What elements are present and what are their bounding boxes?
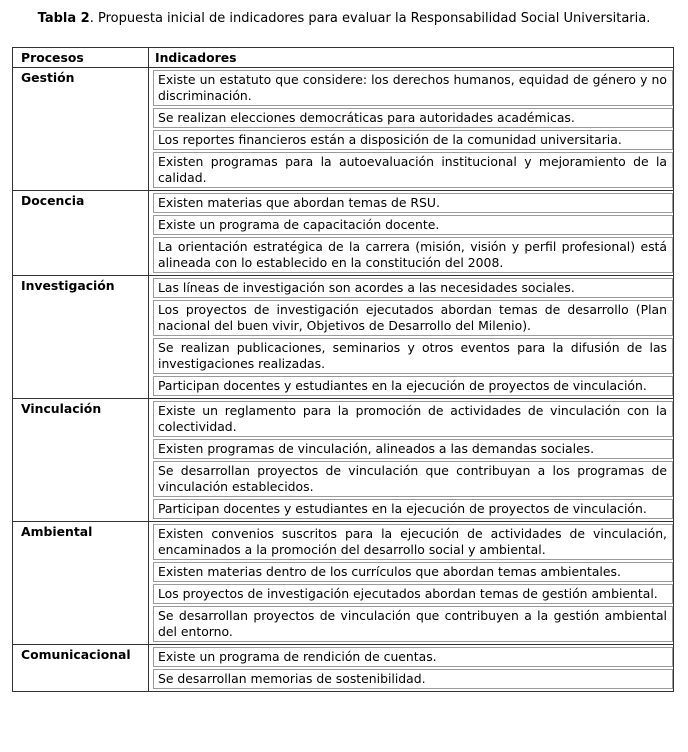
indicator-cell: Los reportes financieros están a disposición de la comunidad universitaria. (153, 130, 673, 150)
indicator-cell: Existen programas de vinculación, alineados a las demandas sociales. (153, 439, 673, 459)
table-caption (0, 10, 688, 28)
group-vinculacion (13, 399, 673, 522)
indicator-cell: Los proyectos de investigación ejecutados abordan temas de desarrollo (Plan nacional del buen vivir, Objetivos de Desarrollo del Milenio). (153, 300, 673, 336)
process-label: Investigación (13, 276, 149, 398)
header-indicadores: Indicadores (155, 50, 237, 65)
indicator-cell: Existe un reglamento para la promoción de actividades de vinculación con la colectividad. (153, 401, 673, 437)
group-gestion (13, 68, 673, 191)
indicator-cell: Se desarrollan proyectos de vinculación que contribuyen a la gestión ambiental del entorno. (153, 606, 673, 642)
process-label: Vinculación (13, 399, 149, 521)
indicator-cell: Las líneas de investigación son acordes a las necesidades sociales. (153, 278, 673, 298)
indicator-cell: Se realizan elecciones democráticas para autoridades académicas. (153, 108, 673, 128)
indicator-list (149, 399, 673, 521)
indicator-cell: Se realizan publicaciones, seminarios y otros eventos para la difusión de las investigaciones realizadas. (153, 338, 673, 374)
indicator-cell: Participan docentes y estudiantes en la ejecución de proyectos de vinculación. (153, 499, 673, 519)
indicator-cell: La orientación estratégica de la carrera (misión, visión y perfil profesional) está alineada con lo establecido en la constitución del 2008. (153, 237, 673, 273)
indicator-cell: Existe un programa de capacitación docente. (153, 215, 673, 235)
header-procesos: Procesos (13, 48, 149, 67)
indicator-cell: Existe un estatuto que considere: los derechos humanos, equidad de género y no discriminación. (153, 70, 673, 106)
indicators-table (12, 47, 674, 692)
indicator-list (149, 522, 673, 644)
indicator-cell: Existen programas para la autoevaluación institucional y mejoramiento de la calidad. (153, 152, 673, 188)
indicator-cell: Participan docentes y estudiantes en la ejecución de proyectos de vinculación. (153, 376, 673, 396)
group-ambiental (13, 522, 673, 645)
group-investigacion (13, 276, 673, 399)
group-docencia (13, 191, 673, 276)
indicator-cell: Se desarrollan proyectos de vinculación que contribuyan a los programas de vinculación establecidos. (153, 461, 673, 497)
indicator-list (149, 645, 673, 691)
indicator-cell: Los proyectos de investigación ejecutados abordan temas de gestión ambiental. (153, 584, 673, 604)
table-header-row (13, 48, 673, 68)
indicator-cell: Se desarrollan memorias de sostenibilidad. (153, 669, 673, 689)
indicator-cell: Existen materias dentro de los currículos que abordan temas ambientales. (153, 562, 673, 582)
process-label: Docencia (13, 191, 149, 275)
process-label: Comunicacional (13, 645, 149, 691)
process-label: Ambiental (13, 522, 149, 644)
caption-label: Tabla 2 (37, 11, 90, 26)
indicator-cell: Existe un programa de rendición de cuentas. (153, 647, 673, 667)
indicator-cell: Existen convenios suscritos para la ejecución de actividades de vinculación, encaminados a la promoción del desarrollo social y ambiental. (153, 524, 673, 560)
caption-text: . Propuesta inicial de indicadores para evaluar la Responsabilidad Social Universitaria. (89, 11, 651, 26)
indicator-cell: Existen materias que abordan temas de RSU. (153, 193, 673, 213)
indicator-list (149, 191, 673, 275)
indicator-list (149, 68, 673, 190)
indicator-list (149, 276, 673, 398)
process-label: Gestión (13, 68, 149, 190)
group-comunicacional (13, 645, 673, 691)
